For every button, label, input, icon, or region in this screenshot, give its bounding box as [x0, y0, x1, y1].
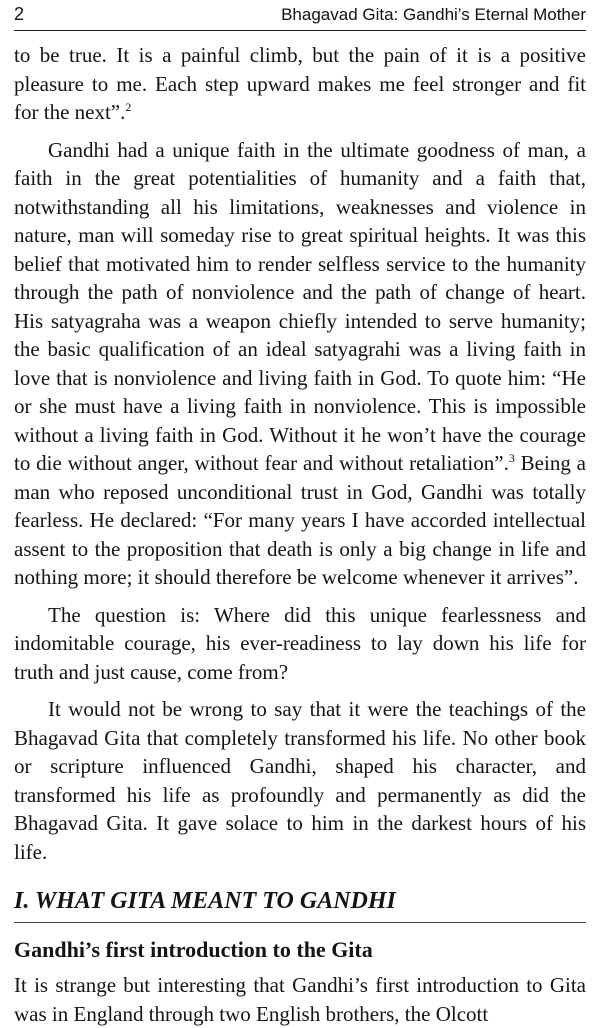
running-head-title: Bhagavad Gita: Gandhi’s Eternal Mother	[281, 5, 586, 24]
paragraph-text: Gandhi had a unique faith in the ultimate goodness of man, a faith in the great potentialities of humanity and a faith that, notwithstanding all his limitations, weaknesses and violence in nature, man will someday rise to great spiritual heights. It was this belief that motivated him to render selfless service to the humanity through the path of nonviolence and the path of change of heart. His satyagraha was a weapon chiefly intended to serve humanity; the basic qualification of an ideal satyagrahi was a living faith in love that is nonviolence and living faith in God. To quote him: “He or she must have a living faith in nonviolence. This is impossible without a living faith in God. Without it he won’t have the courage to die without anger, without fear and without retaliation”.	[14, 137, 586, 475]
paragraph-text: The question is: Where did this unique fearlessness and indomitable courage, his ever-readiness to lay down his life for truth and just cause, come from?	[14, 602, 586, 684]
paragraph-text-after: Being a man who reposed unconditional trust in God, Gandhi was totally fearless. He declared: “For many years I have accorded intellectual assent to the proposition that death is only a big change in life and nothing more; it should therefore be welcome whenever it arrives”.	[14, 451, 586, 589]
running-head	[14, 4, 586, 30]
section-heading: I. WHAT GITA MEANT TO GANDHI	[14, 888, 396, 914]
paragraph-closing: It is strange but interesting that Gandhi’s first introduction to Gita was in England through two English brothers, the Olcott	[14, 973, 586, 1026]
body-text	[14, 41, 586, 1028]
footnote-ref[interactable]: 2	[125, 100, 132, 114]
paragraph-continuation	[14, 41, 586, 127]
footnote-ref[interactable]: 3	[508, 451, 515, 465]
paragraph-text: to be true. It is a painful climb, but the pain of it is a positive pleasure to me. Each step upward makes me feel stronger and fit for the next”.	[14, 43, 586, 124]
page-number: 2	[14, 4, 25, 24]
paragraph-text: It would not be wrong to say that it were the teachings of the Bhagavad Gita that completely transformed his life. No other book or scripture influenced Gandhi, shaped his character, and transformed his life as profoundly and permanently as did the Bhagavad Gita. It gave solace to him in the darkest hours of his life.	[14, 697, 586, 864]
section-rule	[14, 922, 586, 923]
paragraph-gandhi-faith	[14, 136, 586, 592]
header-rule	[14, 30, 586, 31]
paragraph-question	[14, 601, 586, 687]
paragraph-gita-teachings	[14, 695, 586, 866]
subheading: Gandhi’s first introduction to the Gita	[14, 937, 373, 962]
